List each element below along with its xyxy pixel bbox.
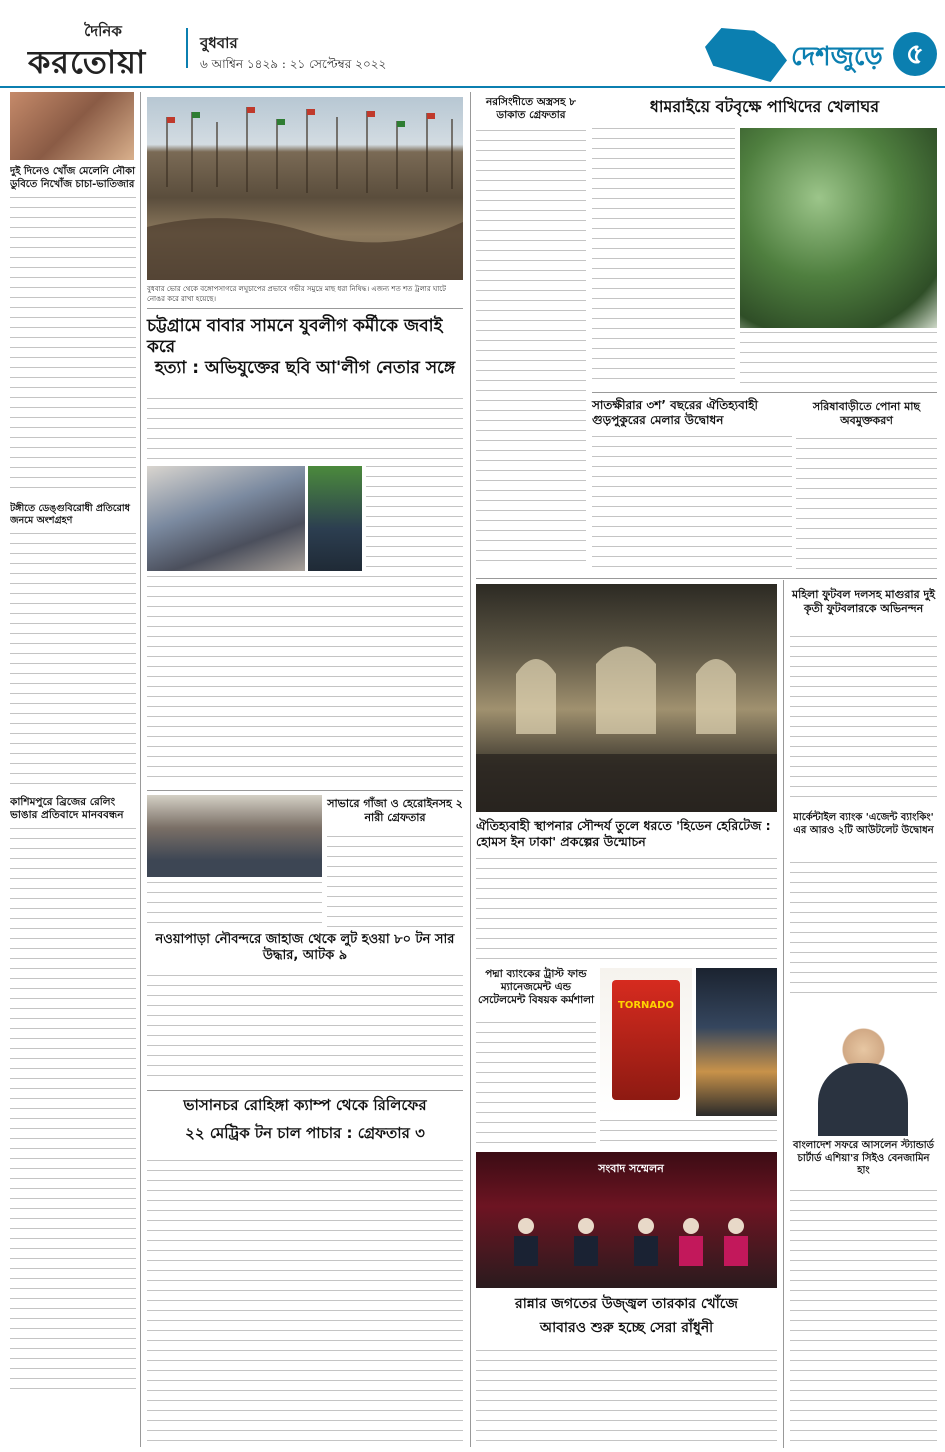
article-body <box>476 858 777 963</box>
page-number: ৫ <box>893 32 937 76</box>
section-rule <box>476 578 937 579</box>
section-rule <box>147 1090 463 1091</box>
article-body <box>790 636 937 806</box>
newspaper-logo <box>28 20 178 79</box>
banyan-tree-photo <box>740 128 937 328</box>
photo-caption: বুধবার ভোর থেকে বঙ্গোপসাগরে লঘুচাপের প্রভাবে গভীর সমুদ্রে মাছ ধরা নিষিদ্ধ। এজন্য শত শত ট্রলার ঘাটে নোঙর করে রাখা হয়েছে। <box>147 285 446 303</box>
tornado-brand: TORNADO <box>618 1000 674 1011</box>
lead-article-body <box>366 466 463 571</box>
article-headline: কাশিমপুরে ব্রিজের রেলিং ভাঙার প্রতিবাদে মানববন্ধন <box>10 795 124 821</box>
article-body <box>476 130 586 570</box>
accused-with-leader-photo <box>147 466 305 571</box>
article-body <box>592 436 792 572</box>
article-body <box>10 828 136 1398</box>
lead-article-body <box>147 398 463 463</box>
article-body <box>327 836 463 928</box>
article-headline: দুই দিনেও খোঁজ মেলেনি নৌকা ডুবিতে নিখোঁজ চাচা-ভাতিজার <box>10 166 136 190</box>
article-body <box>147 1160 463 1445</box>
section-rule <box>592 392 937 393</box>
article-body <box>740 332 937 388</box>
cooking-contest-press-photo <box>476 1152 777 1288</box>
article-headline: মার্কেন্টাইল ব্যাংক 'এজেন্ট ব্যাংকিং' এর আরও ২টি আউটলেট উদ্বোধন <box>793 812 934 836</box>
hidden-heritage-event-photo <box>476 584 777 812</box>
lead-article-body <box>147 576 463 786</box>
article-headline: সাতক্ষীরার ৩শ’ বছরের ঐতিহ্যবাহী গুড়পুকুরের মেলার উদ্বোধন <box>592 398 758 427</box>
section-rule <box>147 308 463 309</box>
fishing-trawlers-photo <box>147 97 463 280</box>
section-rule <box>147 790 463 791</box>
article-headline: নওয়াপাড়া নৌবন্দরে জাহাজ থেকে লুট হওয়া ৮০ টন সার উদ্ধার, আটক ৯ <box>155 932 455 964</box>
section-banner <box>705 28 937 82</box>
article-headline-line2: ২২ মেট্রিক টন চাল পাচার : গ্রেফতার ৩ <box>185 1124 425 1142</box>
article-body <box>10 533 136 788</box>
article-body <box>600 1120 777 1147</box>
article-headline: টঙ্গীতে ডেঙ্গুবিরোধী প্রতিরোধ জনমে অংশগ্রহণ <box>10 503 130 526</box>
snack-pack <box>612 980 680 1100</box>
arrested-persons-photo <box>147 795 322 877</box>
lead-headline-line1: চট্টগ্রামে বাবার সামনে যুবলীগ কর্মীকে জবাই করে <box>147 316 443 358</box>
ceo-suit <box>818 1063 908 1136</box>
issue-date: ৬ আশ্বিন ১৪২৯ : ২১ সেপ্টেম্বর ২০২২ <box>200 57 387 71</box>
masthead <box>0 0 945 88</box>
article-body <box>476 1350 777 1445</box>
column-rule <box>470 92 471 1447</box>
ceo-benjamin-hung-photo <box>790 1003 937 1136</box>
trawler-masts <box>147 97 463 280</box>
missing-persons-photo <box>10 92 134 160</box>
article-body <box>592 128 735 388</box>
article-headline-line1: রান্নার জগতের উজ্জ্বল তারকার খোঁজে <box>515 1296 738 1312</box>
article-body <box>10 197 136 497</box>
article-headline: সরিষাবাড়ীতে পোনা মাছ অবমুক্তকরণ <box>812 400 921 427</box>
article-headline-line1: ভাসানচর রোহিঙ্গা ক্যাম্প থেকে রিলিফের <box>183 1096 427 1114</box>
column-rule <box>140 92 141 1447</box>
masthead-divider <box>186 28 188 68</box>
article-headline: বাংলাদেশ সফরে আসলেন স্ট্যান্ডার্ড চার্টার্ড এশিয়া'র সিইও বেনজামিন হাং <box>792 1140 935 1176</box>
tornado-product-ad <box>600 968 692 1116</box>
article-headline: ধামরাইয়ে বটবৃক্ষে পাখিদের খেলাঘর <box>649 97 880 116</box>
article-body <box>790 1190 937 1445</box>
lead-headline-line2: হত্যা : অভিযুক্তের ছবি আ'লীগ নেতার সঙ্গে <box>154 358 456 378</box>
left-column <box>10 92 136 1442</box>
article-body <box>796 438 937 573</box>
bangladesh-map-icon <box>705 28 787 82</box>
article-headline: সাভারে গাঁজা ও হেরোইনসহ ২ নারী গ্রেফতার <box>327 797 463 824</box>
article-body <box>147 975 463 1085</box>
victim-photo <box>308 466 362 571</box>
article-headline: পদ্মা ব্যাংকের ট্রাস্ট ফান্ড ম্যানেজমেন্ট এন্ড সেটেলমেন্ট বিষয়ক কর্মশালা <box>477 968 595 1007</box>
logo-prefix: দৈনিক <box>84 22 122 40</box>
article-headline-line2: আবারও শুরু হচ্ছে সেরা রাঁধুনী <box>539 1320 714 1336</box>
article-headline: ঐতিহ্যবাহী স্থাপনার সৌন্দর্য তুলে ধরতে 'হিডেন হেরিটেজ : হোমস ইন ঢাকা' প্রকল্পের উন্মোচন <box>476 818 771 849</box>
logo-title: করতোয়া <box>28 43 147 81</box>
heritage-building-arches <box>476 584 777 812</box>
article-body <box>790 862 937 997</box>
article-body <box>147 882 322 928</box>
article-body <box>476 1022 596 1147</box>
column-rule <box>783 580 784 1448</box>
city-skyline-ad <box>696 968 777 1116</box>
article-headline: নরসিংদীতে অস্ত্রসহ ৮ ডাকাত গ্রেফতার <box>485 96 576 122</box>
article-headline: মহিলা ফুটবল দলসহ মাগুরার দুই কৃতী ফুটবলারকে অভিনন্দন <box>792 588 935 615</box>
section-title: দেশজুড়ে <box>791 42 883 72</box>
issue-day: বুধবার <box>200 34 238 52</box>
stage-banner: সংবাদ সম্মেলন <box>598 1162 664 1175</box>
